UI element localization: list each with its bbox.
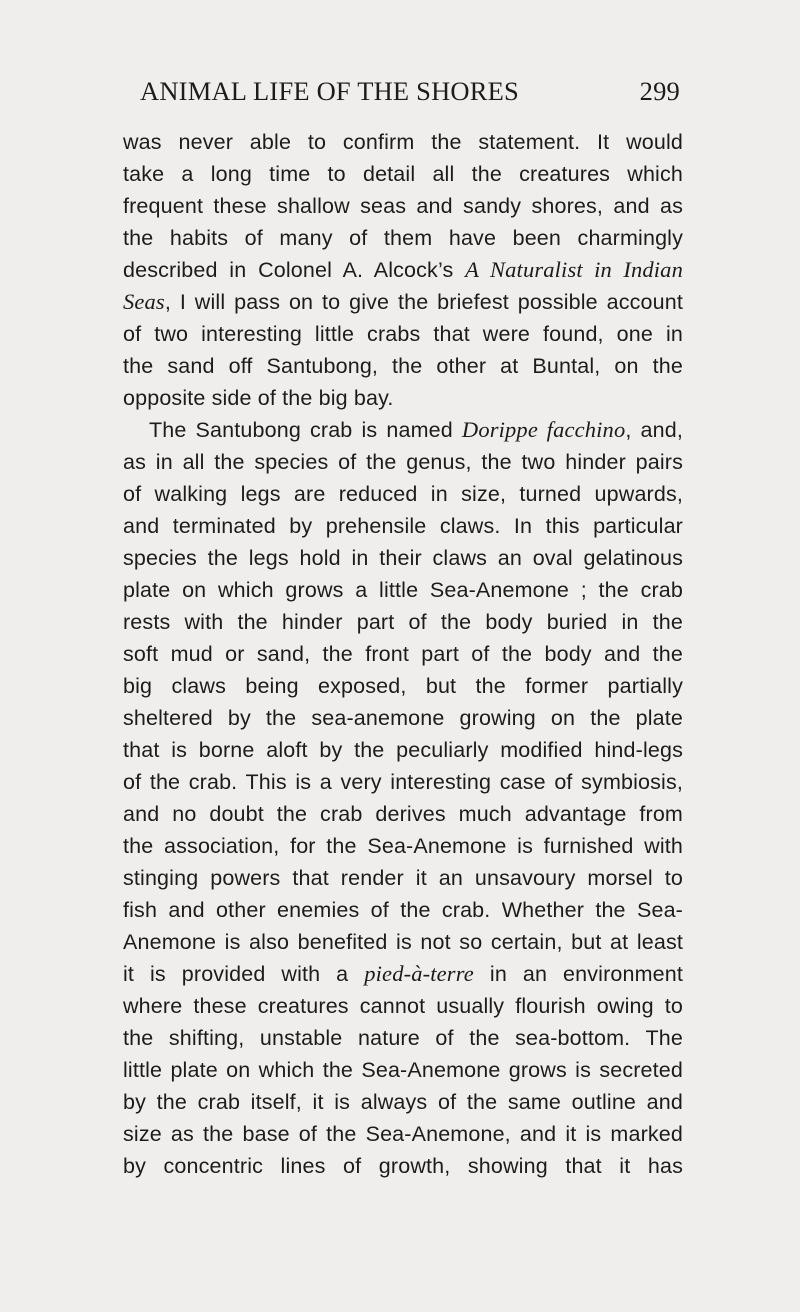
- text-line: as in all the species of the genus, the two hinder pairs: [123, 450, 683, 474]
- text-line: the sand off Santubong, the other at Buntal, on the: [123, 354, 683, 378]
- text-line: by the crab itself, it is always of the same outline and: [123, 1090, 683, 1114]
- text-line: it is provided with a pied-à-terre in an environment: [123, 961, 683, 986]
- text-line: described in Colonel A. Alcock’s A Naturalist in Indian: [123, 257, 683, 282]
- text-line: Anemone is also benefited is not so certain, but at least: [123, 930, 683, 954]
- text-line: of walking legs are reduced in size, turned upwards,: [123, 482, 683, 506]
- text-line: the shifting, unstable nature of the sea-bottom. The: [123, 1026, 683, 1050]
- page-number: 299: [639, 76, 680, 106]
- phrase-italic: pied-à-terre: [364, 961, 474, 986]
- text-line: was never able to confirm the statement. It would: [123, 130, 683, 154]
- running-title: ANIMAL LIFE OF THE SHORES: [140, 76, 519, 106]
- text-line: that is borne aloft by the peculiarly modified hind-legs: [123, 738, 683, 762]
- text-line: take a long time to detail all the creatures which: [123, 162, 683, 186]
- text-line: little plate on which the Sea-Anemone grows is secreted: [123, 1058, 683, 1082]
- text-line: plate on which grows a little Sea-Anemone ; the crab: [123, 578, 683, 602]
- text-line: species the legs hold in their claws an oval gelatinous: [123, 546, 683, 570]
- text-line: The Santubong crab is named Dorippe facchino, and,: [149, 417, 683, 442]
- text-line: by concentric lines of growth, showing that it has: [123, 1154, 683, 1178]
- species-name-italic: Dorippe facchino: [461, 417, 626, 442]
- text-line: fish and other enemies of the crab. Whether the Sea-: [123, 898, 683, 922]
- text-line: sheltered by the sea-anemone growing on the plate: [123, 706, 683, 730]
- text-line: rests with the hinder part of the body buried in the: [123, 610, 683, 634]
- text-line: the association, for the Sea-Anemone is furnished with: [123, 834, 683, 858]
- text-line: stinging powers that render it an unsavoury morsel to: [123, 866, 683, 890]
- text-line: opposite side of the big bay.: [123, 386, 394, 410]
- text-line: and no doubt the crab derives much advantage from: [123, 802, 683, 826]
- text-line: where these creatures cannot usually flourish owing to: [123, 994, 683, 1018]
- text-line: big claws being exposed, but the former partially: [123, 674, 683, 698]
- body-text: [123, 126, 683, 1182]
- text-line: soft mud or sand, the front part of the body and the: [123, 642, 683, 666]
- book-title-italic: A Naturalist in Indian: [465, 257, 683, 282]
- text-line: the habits of many of them have been charmingly: [123, 226, 683, 250]
- book-title-italic: Seas: [123, 289, 165, 314]
- text-line: frequent these shallow seas and sandy shores, and as: [123, 194, 683, 218]
- text-line: of the crab. This is a very interesting case of symbiosis,: [123, 770, 683, 794]
- text-line: size as the base of the Sea-Anemone, and it is marked: [123, 1122, 683, 1146]
- text-line: Seas, I will pass on to give the briefest possible account: [123, 289, 683, 314]
- text-line: and terminated by prehensile claws. In this particular: [123, 514, 683, 538]
- text-line: of two interesting little crabs that were found, one in: [123, 322, 683, 346]
